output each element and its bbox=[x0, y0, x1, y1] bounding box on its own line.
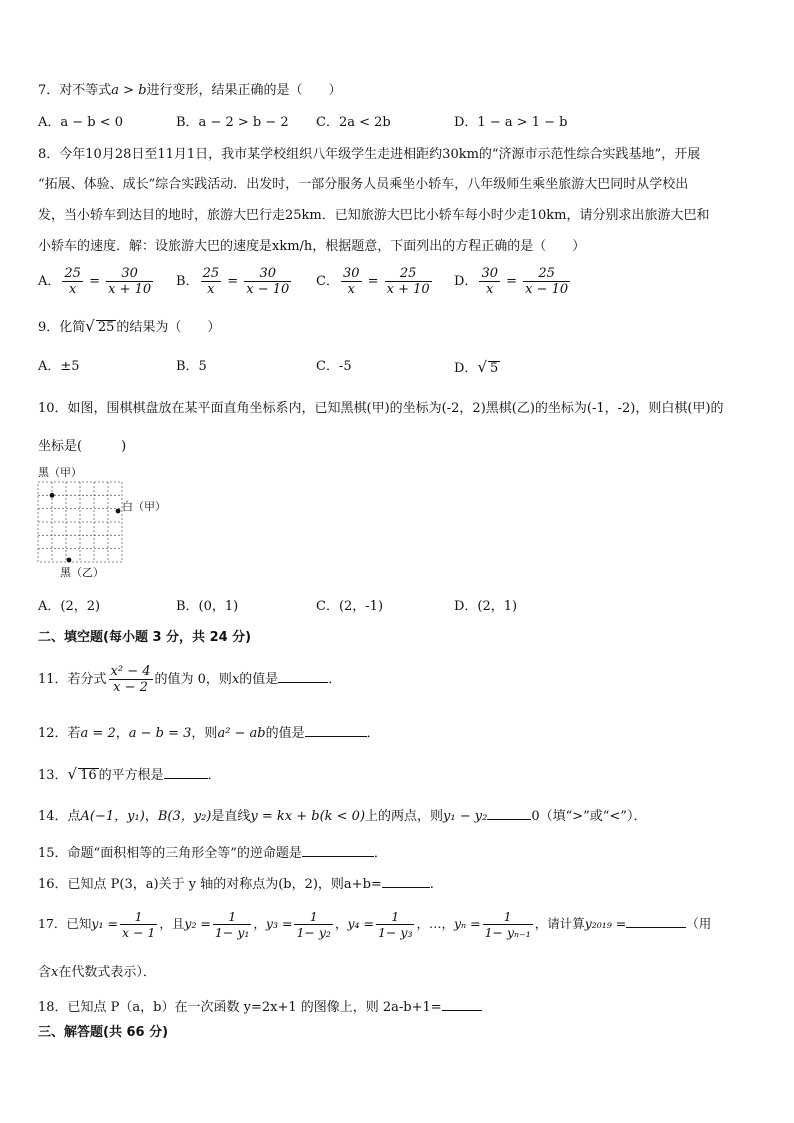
q17-y4-lhs: y₄ = bbox=[347, 916, 374, 931]
q9-text-a: 9．化简 bbox=[38, 320, 86, 335]
q14-sep: ， bbox=[144, 809, 158, 824]
numerator: 1 bbox=[483, 909, 533, 925]
q9-option-a: A．±5 bbox=[38, 359, 80, 374]
denominator: x + 10 bbox=[108, 282, 152, 297]
go-board-figure bbox=[36, 464, 176, 580]
denominator: x − 1 bbox=[121, 925, 156, 940]
sqrt-icon: √ bbox=[85, 317, 95, 335]
q8-option-a: A． $\frac{25}{x}$ = $\frac{30}{x + 10}$ bbox=[38, 266, 152, 297]
option-label: D． bbox=[454, 361, 478, 376]
q17-answer-blank[interactable] bbox=[626, 914, 686, 928]
option-label: D． bbox=[454, 274, 478, 289]
q10-line-1: 10．如图，围棋棋盘放在某平面直角坐标系内，已知黑棋(甲)的坐标为(-2，2)黑棋(乙)的坐标为(-1，-2)，则白棋(甲)的 bbox=[38, 401, 724, 416]
q11-text-c: 的值是 bbox=[239, 672, 279, 687]
q16-text-b: . bbox=[429, 877, 434, 892]
q17-ellipsis: ，…， bbox=[416, 916, 454, 931]
denominator: 1− yₙ₋₁ bbox=[484, 925, 531, 940]
numerator: 1 bbox=[294, 909, 332, 925]
numerator: 30 bbox=[481, 266, 498, 281]
q7-expression: a > b bbox=[111, 83, 147, 98]
q14-difference: y₁ − y₂ bbox=[443, 809, 488, 824]
question-14 bbox=[38, 806, 756, 826]
section-3-heading: 三、解答题(共 66 分) bbox=[38, 1025, 169, 1040]
q15-answer-blank[interactable] bbox=[302, 843, 374, 857]
q10-option-b: B．(0，1) bbox=[176, 599, 239, 614]
q11-text-d: ． bbox=[328, 672, 342, 687]
denominator: x bbox=[486, 282, 494, 297]
question-11 bbox=[38, 664, 756, 695]
fraction bbox=[523, 266, 570, 297]
q7-option-b: B．a − 2 > b − 2 bbox=[176, 115, 289, 130]
q9-radicand: 25 bbox=[97, 320, 115, 335]
q13-radicand: 16 bbox=[80, 768, 97, 783]
black-stone-a bbox=[50, 493, 55, 498]
q17-line2-variable: x bbox=[51, 965, 59, 980]
q10-option-d: D．(2，1) bbox=[454, 599, 518, 614]
q17-y1-fraction bbox=[120, 909, 157, 940]
denominator: x − 10 bbox=[246, 282, 290, 297]
q13-text-c: ． bbox=[207, 768, 221, 783]
q14-text-e: 0（填“>”或“<”）． bbox=[531, 809, 647, 824]
section-2-heading: 二、填空题(每小题 3 分，共 24 分) bbox=[38, 630, 252, 645]
label-white-a: 白（甲） bbox=[122, 500, 166, 513]
question-7-stem bbox=[38, 82, 756, 100]
fraction bbox=[341, 266, 362, 297]
numerator: 1 bbox=[376, 909, 414, 925]
q17-line2-text-b: 在代数式表示）． bbox=[58, 965, 156, 980]
q10-option-c: C．(2，-1) bbox=[316, 599, 384, 614]
numerator: 1 bbox=[120, 909, 157, 925]
denominator: x − 10 bbox=[525, 282, 569, 297]
option-label: C． bbox=[316, 274, 339, 289]
q14-text-b: 是直线 bbox=[211, 809, 251, 824]
q14-answer-blank[interactable] bbox=[487, 806, 531, 820]
q17-text-c: ，请计算 bbox=[534, 916, 585, 931]
q13-text-b: 的平方根是 bbox=[98, 768, 164, 783]
q11-answer-blank[interactable] bbox=[278, 669, 328, 683]
q14-line-equation: y = kx + b(k < 0) bbox=[250, 809, 366, 824]
q9-option-d bbox=[454, 358, 500, 378]
denominator: x bbox=[207, 282, 215, 297]
q11-text-a: 11．若分式 bbox=[38, 672, 107, 687]
q8-line-3: 发，当小轿车到达目的地时，旅游大巴行走25km．已知旅游大巴比小轿车每小时少走10km，请分别求出旅游大巴和 bbox=[38, 208, 710, 223]
fraction bbox=[244, 266, 291, 297]
denominator: x − 2 bbox=[113, 680, 148, 695]
q14-text-a: 14．点 bbox=[38, 809, 81, 824]
q14-text-c: 上的两点，则 bbox=[365, 809, 444, 824]
q12-expr-2: a − b = 3 bbox=[128, 726, 192, 741]
q16-text-a: 16．已知点 P(3，a)关于 y 轴的对称点为(b，2)，则a+b= bbox=[38, 877, 382, 892]
q9-option-b: B．5 bbox=[176, 359, 207, 374]
numerator: 25 bbox=[385, 266, 432, 282]
q17-target: y₂₀₁₉ = bbox=[584, 916, 627, 931]
q8-option-b: B． $\frac{25}{x}$ = $\frac{30}{x - 10}$ bbox=[176, 266, 290, 297]
q17-y4-fraction bbox=[376, 909, 414, 940]
sqrt-icon: √ bbox=[67, 765, 78, 783]
numerator: 30 bbox=[342, 266, 360, 281]
q7-text-b: 进行变形，结果正确的是（ ） bbox=[146, 83, 342, 98]
q15-text-b: ． bbox=[373, 846, 387, 861]
fraction bbox=[201, 266, 222, 297]
q14-point-b: B(3，y₂) bbox=[157, 809, 212, 824]
numerator: 30 bbox=[106, 266, 153, 282]
question-18 bbox=[38, 997, 756, 1017]
denominator: x bbox=[68, 282, 77, 297]
q8-line-4: 小轿车的速度．解：设旅游大巴的速度是xkm/h，根据题意，下面列出的方程正确的是（ ） bbox=[38, 239, 586, 254]
denominator: x bbox=[347, 282, 355, 297]
black-stone-b bbox=[67, 558, 72, 563]
numerator: 25 bbox=[64, 266, 81, 281]
q17-text-a: 17．已知 bbox=[38, 916, 92, 931]
q12-expr-1: a = 2 bbox=[80, 726, 116, 741]
q11-fraction bbox=[109, 664, 153, 695]
q16-answer-blank[interactable] bbox=[382, 874, 430, 888]
q15-text-a: 15．命题“面积相等的三角形全等”的逆命题是 bbox=[38, 846, 302, 861]
q8-line-1: 8．今年10月28日至11月1日，我市某学校组织八年级学生走进相距约30km的“济源市示范性综合实践基地”，开展 bbox=[38, 147, 701, 162]
fraction bbox=[479, 266, 500, 297]
question-9-stem bbox=[38, 317, 756, 337]
q12-answer-blank[interactable] bbox=[305, 723, 367, 737]
question-17: 17．已知y₁ = $\frac{1}{x - 1}$ ，且y₂ = $\frac{1}{\text{1− y₁}}$ ，y₃ = $\frac{1}{\text{1− y₂}}$ ，y₄ = $\frac{1}{\text{1− y₃}}$ ，…，yₙ = $\frac{1}{\text{1− yₙ₋₁}}$ ，请计算y₂₀₁₉ = （用 bbox=[38, 909, 712, 940]
q18-text-a: 18．已知点 P（a，b）在一次函数 y=2x+1 的图像上，则 2a-b+1= bbox=[38, 1000, 442, 1015]
denominator: 1− y₂ bbox=[296, 925, 331, 940]
q7-option-a: A．a − b < 0 bbox=[38, 115, 124, 130]
q8-line-2: “拓展、体验、成长”综合实践活动．出发时，一部分服务人员乘坐小轿车，八年级师生乘坐旅游大巴同时从学校出 bbox=[38, 177, 689, 192]
fraction bbox=[106, 266, 153, 297]
q17-text-d: （用 bbox=[686, 916, 712, 931]
q7-option-c: C．2a < 2b bbox=[316, 115, 391, 130]
q17-line2-text-a: 含 bbox=[38, 965, 52, 980]
sqrt-icon: √ bbox=[477, 358, 487, 376]
q17-y2-fraction bbox=[213, 909, 251, 940]
q11-text-b: 的值为 0，则 bbox=[154, 672, 232, 687]
white-stone-a bbox=[116, 509, 121, 514]
numerator: 30 bbox=[244, 266, 291, 282]
q18-answer-blank[interactable] bbox=[442, 997, 482, 1011]
q17-yn-lhs: yₙ = bbox=[453, 916, 481, 931]
q14-point-a: A(−1，y₁) bbox=[80, 809, 145, 824]
q17-y1-lhs: y₁ = bbox=[91, 916, 118, 931]
question-16 bbox=[38, 874, 756, 894]
q7-text-a: 7．对不等式 bbox=[38, 83, 112, 98]
option-label: B． bbox=[176, 274, 199, 289]
numerator: x² − 4 bbox=[110, 664, 151, 679]
fraction bbox=[385, 266, 432, 297]
question-15 bbox=[38, 843, 756, 863]
question-12 bbox=[38, 723, 756, 743]
numerator: 1 bbox=[213, 909, 251, 925]
q17-y2-lhs: y₂ = bbox=[184, 916, 211, 931]
q12-text-c: 的值是 bbox=[265, 726, 305, 741]
q13-text-a: 13． bbox=[38, 768, 68, 783]
label-black-b: 黑（乙） bbox=[60, 566, 104, 579]
go-board bbox=[36, 464, 176, 580]
q9-option-c: C．-5 bbox=[316, 359, 352, 374]
numerator: 25 bbox=[202, 266, 220, 281]
q10-line-2: 坐标是( ) bbox=[38, 439, 127, 454]
label-black-a: 黑（甲） bbox=[38, 466, 82, 479]
fraction bbox=[62, 266, 83, 297]
numerator: 25 bbox=[523, 266, 570, 282]
denominator: 1− y₁ bbox=[214, 925, 250, 940]
q13-answer-blank[interactable] bbox=[164, 765, 208, 779]
option-label: A． bbox=[38, 274, 61, 289]
q17-y3-fraction bbox=[294, 909, 332, 940]
q9-option-d-radicand: 5 bbox=[490, 361, 499, 376]
q9-text-b: 的结果为（ ） bbox=[116, 320, 221, 335]
q12-text-a: 12．若 bbox=[38, 726, 81, 741]
question-17-line-2 bbox=[38, 964, 756, 982]
q12-text-b: ，则 bbox=[191, 726, 218, 741]
question-13 bbox=[38, 765, 756, 785]
q12-sep: ， bbox=[115, 726, 129, 741]
q8-option-c: C． $\frac{30}{x}$ = $\frac{25}{x + 10}$ bbox=[316, 266, 430, 297]
q17-yn-fraction bbox=[483, 909, 533, 940]
denominator: x + 10 bbox=[386, 282, 430, 297]
q17-text-b: ，且 bbox=[159, 916, 185, 931]
q12-expr-3: a² − ab bbox=[217, 726, 266, 741]
q7-option-d: D．1 − a > 1 − b bbox=[454, 115, 568, 130]
denominator: 1− y₃ bbox=[377, 925, 413, 940]
q11-variable: x bbox=[231, 672, 240, 687]
q10-option-a: A．(2，2) bbox=[38, 599, 101, 614]
q12-text-d: ． bbox=[366, 726, 380, 741]
q17-y3-lhs: y₃ = bbox=[265, 916, 293, 931]
q8-option-d: D． $\frac{30}{x}$ = $\frac{25}{x - 10}$ bbox=[454, 266, 569, 297]
